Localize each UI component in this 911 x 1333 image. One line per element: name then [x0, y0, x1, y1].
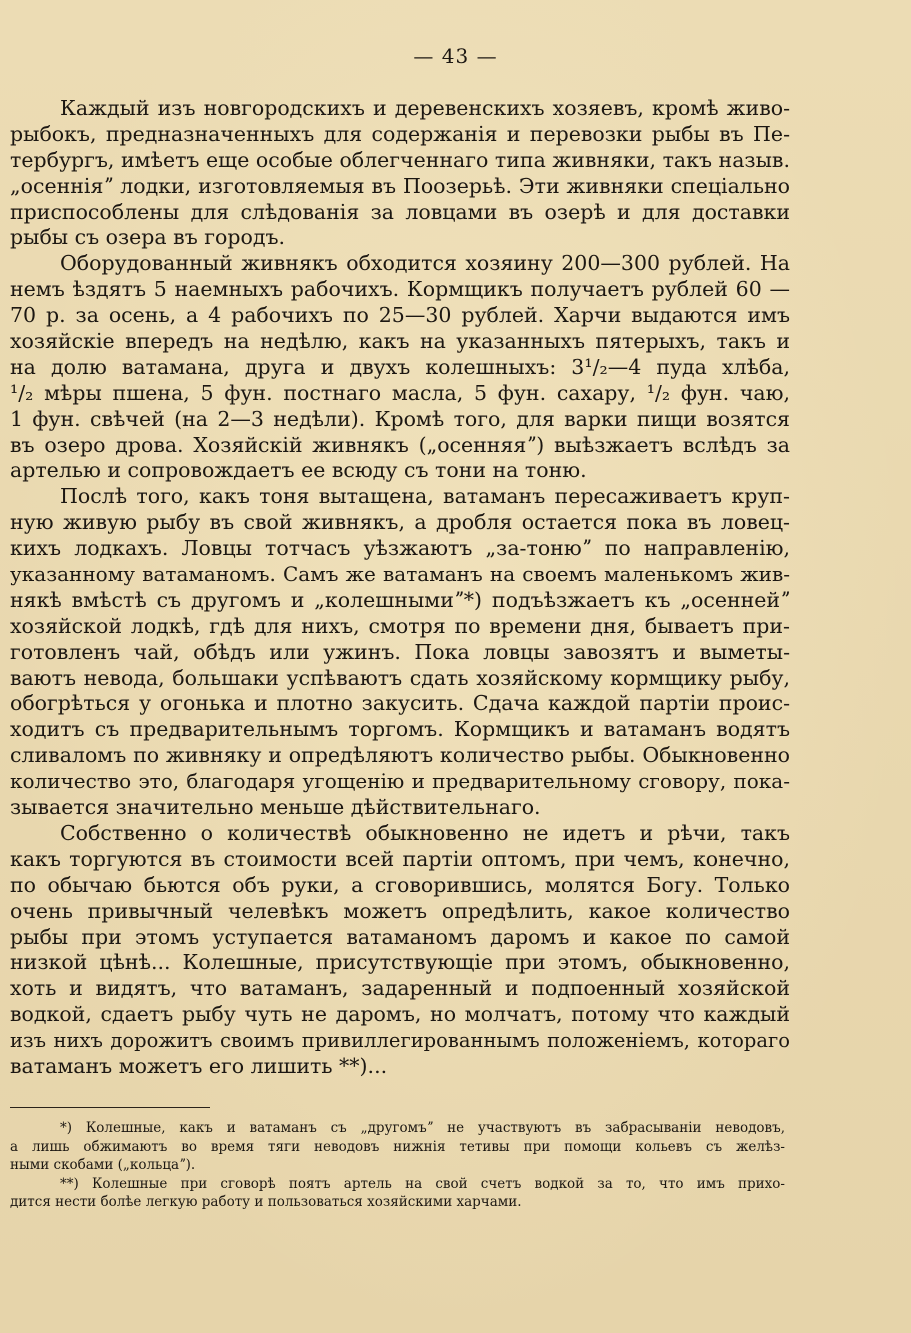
text-line: някѣ вмѣстѣ съ другомъ и „колешнымиˮ*) подъѣзжаетъ къ „осеннейˮ	[10, 587, 790, 612]
text-line: 70 р. за осень, а 4 рабочихъ по 25—30 рублей. Харчи выдаются имъ	[10, 303, 790, 328]
text-line: ватаманъ можетъ его лишить **)...	[10, 1053, 388, 1078]
text-line: Послѣ того, какъ тоня вытащена, ватаманъ пересаживаетъ круп-	[60, 484, 790, 509]
text-line: водкой, сдаетъ рыбу чуть не даромъ, но молчатъ, потому что каждый	[10, 1002, 790, 1027]
footnote-line: *) Колешные, какъ и ватаманъ съ „другомъˮ не участвуютъ въ забрасываніи неводовъ,	[60, 1120, 785, 1136]
text-line: „осенніяˮ лодки, изготовляемыя въ Поозерьѣ. Эти живняки спеціально	[10, 173, 790, 198]
text-line: рыбы при этомъ уступается ватаманомъ даромъ и какое по самой	[10, 924, 790, 949]
text-line: хоть и видятъ, что ватаманъ, задаренный и подпоенный хозяйской	[10, 976, 790, 1001]
text-line: количество это, благодаря угощенію и предварительному сговору, пока-	[10, 769, 790, 794]
text-line: ную живую рыбу въ свой живнякъ, а дробля остается пока въ ловец-	[10, 510, 790, 535]
text-line: низкой цѣнѣ... Колешные, присутствующіе при этомъ, обыкновенно,	[10, 950, 790, 975]
text-line: немъ ѣздятъ 5 наемныхъ рабочихъ. Кормщикъ получаетъ рублей 60 —	[10, 277, 790, 302]
text-line: Каждый изъ новгородскихъ и деревенскихъ хозяевъ, кромѣ живо-	[60, 96, 790, 120]
text-line: въ озеро дрова. Хозяйскій живнякъ („осенняяˮ) выѣзжаетъ вслѣдъ за	[10, 432, 790, 457]
text-line: обогрѣться у огонька и плотно закусить. Сдача каждой партіи проис-	[10, 691, 790, 716]
text-line: тербургъ, имѣетъ еще особые облегченнаго типа живняки, такъ назыв.	[10, 147, 790, 172]
text-line: готовленъ чай, обѣдъ или ужинъ. Пока ловцы завозятъ и выметы-	[10, 639, 790, 664]
text-line: артелью и сопровождаетъ ее всюду съ тони на тоню.	[10, 458, 587, 483]
text-line: кихъ лодкахъ. Ловцы тотчасъ уѣзжаютъ „за-тонюˮ по направленію,	[10, 536, 790, 561]
main-text	[10, 96, 790, 1080]
text-line: рыбокъ, предназначенныхъ для содержанія и перевозки рыбы въ Пе-	[10, 121, 790, 146]
footnotes	[10, 1119, 785, 1212]
text-line: какъ торгуются въ стоимости всей партіи оптомъ, при чемъ, конечно,	[10, 846, 790, 871]
text-line: по обычаю бьются объ руки, а сговорившись, молятся Богу. Только	[10, 872, 790, 897]
text-line: ¹/₂ мѣры пшена, 5 фун. постнаго масла, 5 фун. сахару, ¹/₂ фун. чаю,	[10, 380, 790, 405]
footnote-line: ными скобами („кольцаˮ).	[10, 1157, 196, 1173]
text-line: хозяйской лодкѣ, гдѣ для нихъ, смотря по времени дня, бываетъ при-	[10, 613, 790, 638]
text-line: на долю ватамана, друга и двухъ колешныхъ: 3¹/₂—4 пуда хлѣба,	[10, 354, 790, 379]
page-number: — 43 —	[413, 44, 498, 68]
text-line: 1 фун. свѣчей (на 2—3 недѣли). Кромѣ того, для варки пищи возятся	[10, 406, 790, 431]
text-line: рыбы съ озера въ городъ.	[10, 225, 285, 250]
text-line: указанному ватаманомъ. Самъ же ватаманъ на своемъ маленькомъ жив-	[10, 562, 790, 587]
footnote-line: а лишь обжимаютъ во время тяги неводовъ нижнія тетивы при помощи кольевъ съ желѣз-	[10, 1138, 785, 1155]
text-line: сливаломъ по живняку и опредѣляютъ количество рыбы. Обыкновенно	[10, 743, 790, 768]
footnote-line: **) Колешные при сговорѣ поятъ артель на свой счетъ водкой за то, что имъ прихо-	[60, 1175, 785, 1192]
text-line: ваютъ невода, большаки успѣваютъ сдать хозяйскому кормщику рыбу,	[10, 665, 790, 690]
text-line: ходитъ съ предварительнымъ торгомъ. Кормщикъ и ватаманъ водятъ	[10, 717, 790, 742]
text-line: приспособлены для слѣдованія за ловцами въ озерѣ и для доставки	[10, 199, 790, 224]
text-line: Оборудованный живнякъ обходится хозяину 200—300 рублей. На	[60, 251, 790, 276]
text-line: зывается значительно меньше дѣйствительнаго.	[10, 795, 541, 820]
text-line: хозяйскіе впередъ на недѣлю, какъ на указанныхъ пятерыхъ, такъ и	[10, 329, 790, 354]
text-line: Собственно о количествѣ обыкновенно не идетъ и рѣчи, такъ	[60, 820, 790, 845]
footnote-divider	[10, 1107, 210, 1108]
text-line: очень привычный челевѣкъ можетъ опредѣлить, какое количество	[10, 898, 790, 923]
footnote-line: дится нести болѣе легкую работу и пользоваться хозяйскими харчами.	[10, 1194, 522, 1210]
text-line: изъ нихъ дорожитъ своимъ привиллегированнымъ положеніемъ, котораго	[10, 1029, 790, 1053]
